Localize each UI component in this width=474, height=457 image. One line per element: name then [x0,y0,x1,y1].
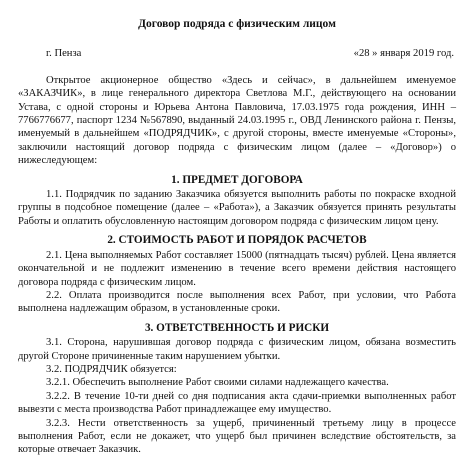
clause-3-2-3: 3.2.3. Нести ответственность за ущерб, причиненный третьему лицу в процессе выполнения Работ, если не докажет, что ущерб был причинен вследствие обстоятельств, за которые отвечает Заказчик. [18,417,456,456]
intro-paragraph: Открытое акционерное общество «Здесь и сейчас», в дальнейшем именуемое «ЗАКАЗЧИК», в лице генерального директора Светлова М.Г., действующего на основании Устава, с одной стороны и Юрьева Антона Павловича, 17.03.1975 года рождения, ИНН – 7766776677, паспорт 1234 №567890, выданный 24.03.1995 г., ОВД Ленинского района г. Пензы, именуемый в дальнейшем «ПОДРЯДЧИК», с другой стороны, вместе именуемые «Стороны», заключили настоящий договор подряда с физическим лицом (далее – «Договор») о нижеследующем: [18,74,456,167]
section-title: 3. ОТВЕТСТВЕННОСТЬ И РИСКИ [144,321,330,334]
clause-2-2: 2.2. Оплата производится после выполнения всех Работ, при условии, что Работа выполнена надлежащим образом, в установленные сроки. [18,289,456,315]
clause-2-1: 2.1. Цена выполняемых Работ составляет 15000 (пятнадцать тысяч) рублей. Цена является окончательной и не подлежит изменению в течение всего времени действия настоящего договора подряда с физическим лицом. [18,249,456,288]
clause-3-1: 3.1. Сторона, нарушившая договор подряда с физическим лицом, обязана возместить другой Стороне причиненные таким нарушением убытки. [18,337,456,362]
section-title: 2. СТОИМОСТЬ РАБОТ И ПОРЯДОК РАСЧЕТОВ [107,234,367,247]
clause-3-2-1: 3.2.1. Обеспечить выполнение Работ своими силами надлежащего качества. [46,377,389,389]
section-cost [18,234,456,315]
clause-1-1: 1.1. Подрядчик по заданию Заказчика обязуется выполнить работы по покраске входной группы в подсобное помещение (далее – «Работа»), а Заказчик обязуется принять результаты Работы и оплатить обусловленную настоящим договором подряда с физическим лицом цену. [18,189,456,227]
contract-document [18,6,456,457]
section-subject [18,174,456,229]
clause-3-2: 3.2. ПОДРЯДЧИК обязуется: [46,363,177,375]
contract-date: «28 » января 2019 год. [353,48,454,60]
document-title: Договор подряда с физическим лицом [138,18,336,30]
section-title: 1. ПРЕДМЕТ ДОГОВОРА [171,173,303,186]
place-date-line [18,47,456,60]
section-liability [18,322,456,457]
clause-3-2-2: 3.2.2. В течение 10-ти дней со дня подписания акта сдачи-приемки выполненных работ вывезти с места производства Работ принадлежащее ему имущество. [18,390,456,416]
city: г. Пенза [46,48,82,60]
